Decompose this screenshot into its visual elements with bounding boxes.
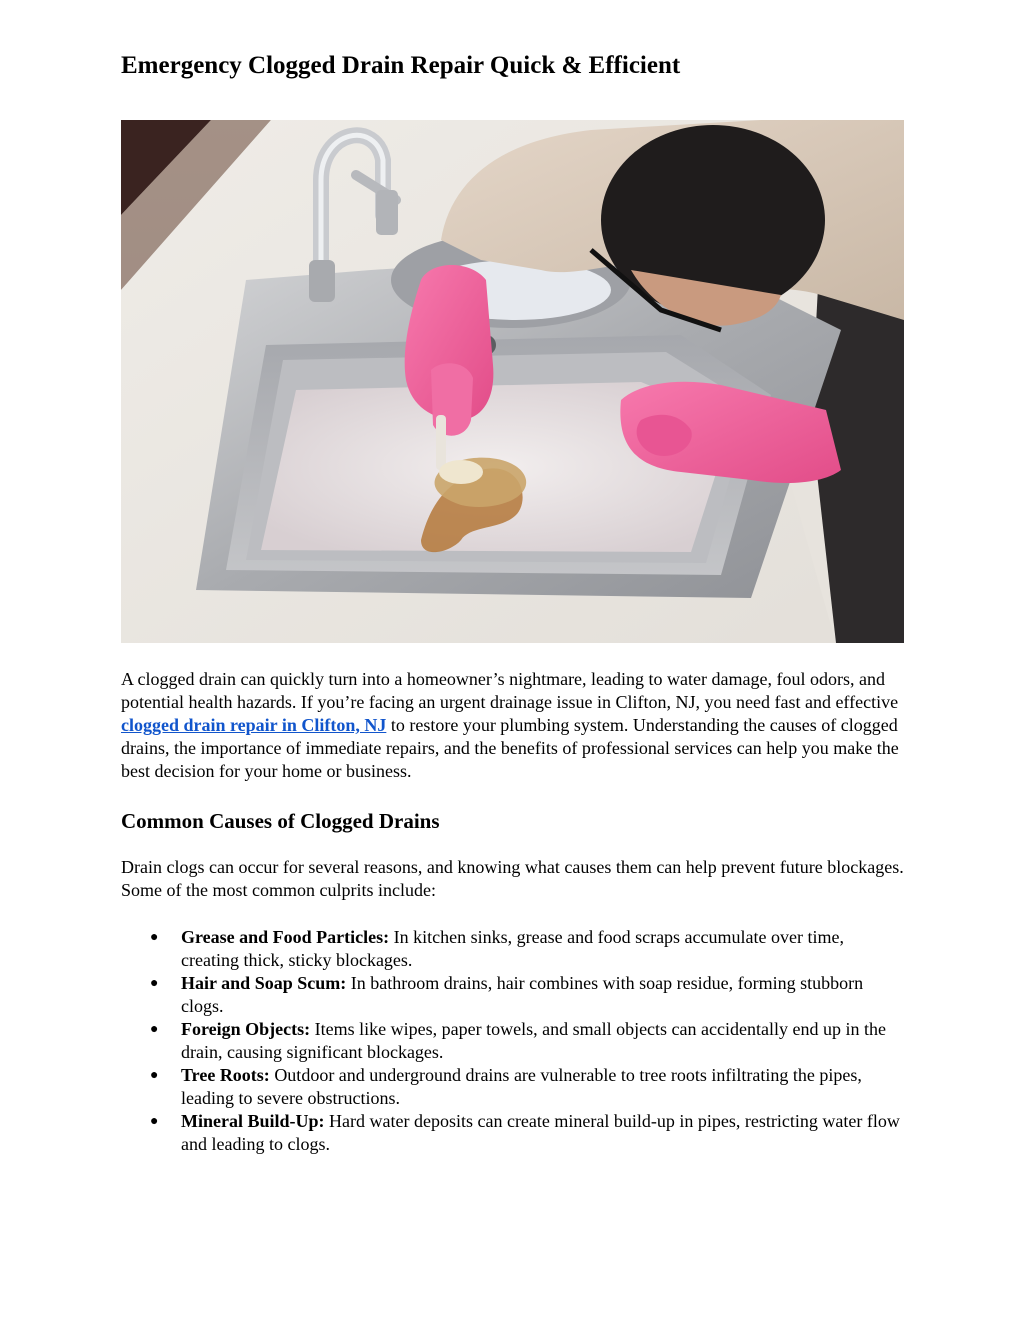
list-item-term: Tree Roots: (181, 1065, 270, 1085)
bullet-icon: ● (150, 1068, 159, 1083)
list-item (121, 1018, 905, 1064)
list-item-text: In bathroom drains, hair combines with soap residue, forming stubborn clogs. (181, 973, 864, 1016)
list-item-term: Hair and Soap Scum: (181, 973, 347, 993)
list-item-text: In kitchen sinks, grease and food scraps accumulate over time, creating thick, sticky blockages. (181, 927, 844, 970)
intro-text-before-link: A clogged drain can quickly turn into a homeowner’s nightmare, leading to water damage, foul odors, and potential health hazards. If you’re facing an urgent drainage issue in Clifton, NJ, you need fast and effective (121, 669, 899, 712)
clogged-drain-repair-link[interactable]: clogged drain repair in Clifton, NJ (121, 715, 387, 735)
intro-text-after-link: to restore your plumbing system. Understanding the causes of clogged drains, the importance of immediate repairs, and the benefits of professional services can help you make the best decision for your home or business. (121, 715, 899, 781)
section-lead-paragraph: Drain clogs can occur for several reasons, and knowing what causes them can help prevent future blockages. Some of the most common culprits include: (121, 857, 904, 900)
list-item-text: Hard water deposits can create mineral build-up in pipes, restricting water flow and leading to clogs. (181, 1111, 900, 1154)
list-item-term: Grease and Food Particles: (181, 927, 390, 947)
intro-paragraph (121, 668, 905, 783)
list-item (121, 1064, 905, 1110)
bullet-icon: ● (150, 930, 159, 945)
bullet-icon: ● (150, 1114, 159, 1129)
bullet-icon: ● (150, 976, 159, 991)
list-item-text: Outdoor and underground drains are vulnerable to tree roots infiltrating the pipes, leading to severe obstructions. (181, 1065, 862, 1108)
list-item (121, 926, 905, 972)
list-item (121, 972, 905, 1018)
list-item-term: Mineral Build-Up: (181, 1111, 325, 1131)
bullet-icon: ● (150, 1022, 159, 1037)
page-title: Emergency Clogged Drain Repair Quick & Efficient (121, 52, 681, 79)
sink-plunger-photo (121, 120, 904, 643)
list-item (121, 1110, 905, 1156)
list-item-text: Items like wipes, paper towels, and small objects can accidentally end up in the drain, causing significant blockages. (181, 1019, 886, 1062)
section-heading: Common Causes of Clogged Drains (121, 809, 440, 833)
causes-list (121, 926, 905, 1156)
list-item-term: Foreign Objects: (181, 1019, 311, 1039)
